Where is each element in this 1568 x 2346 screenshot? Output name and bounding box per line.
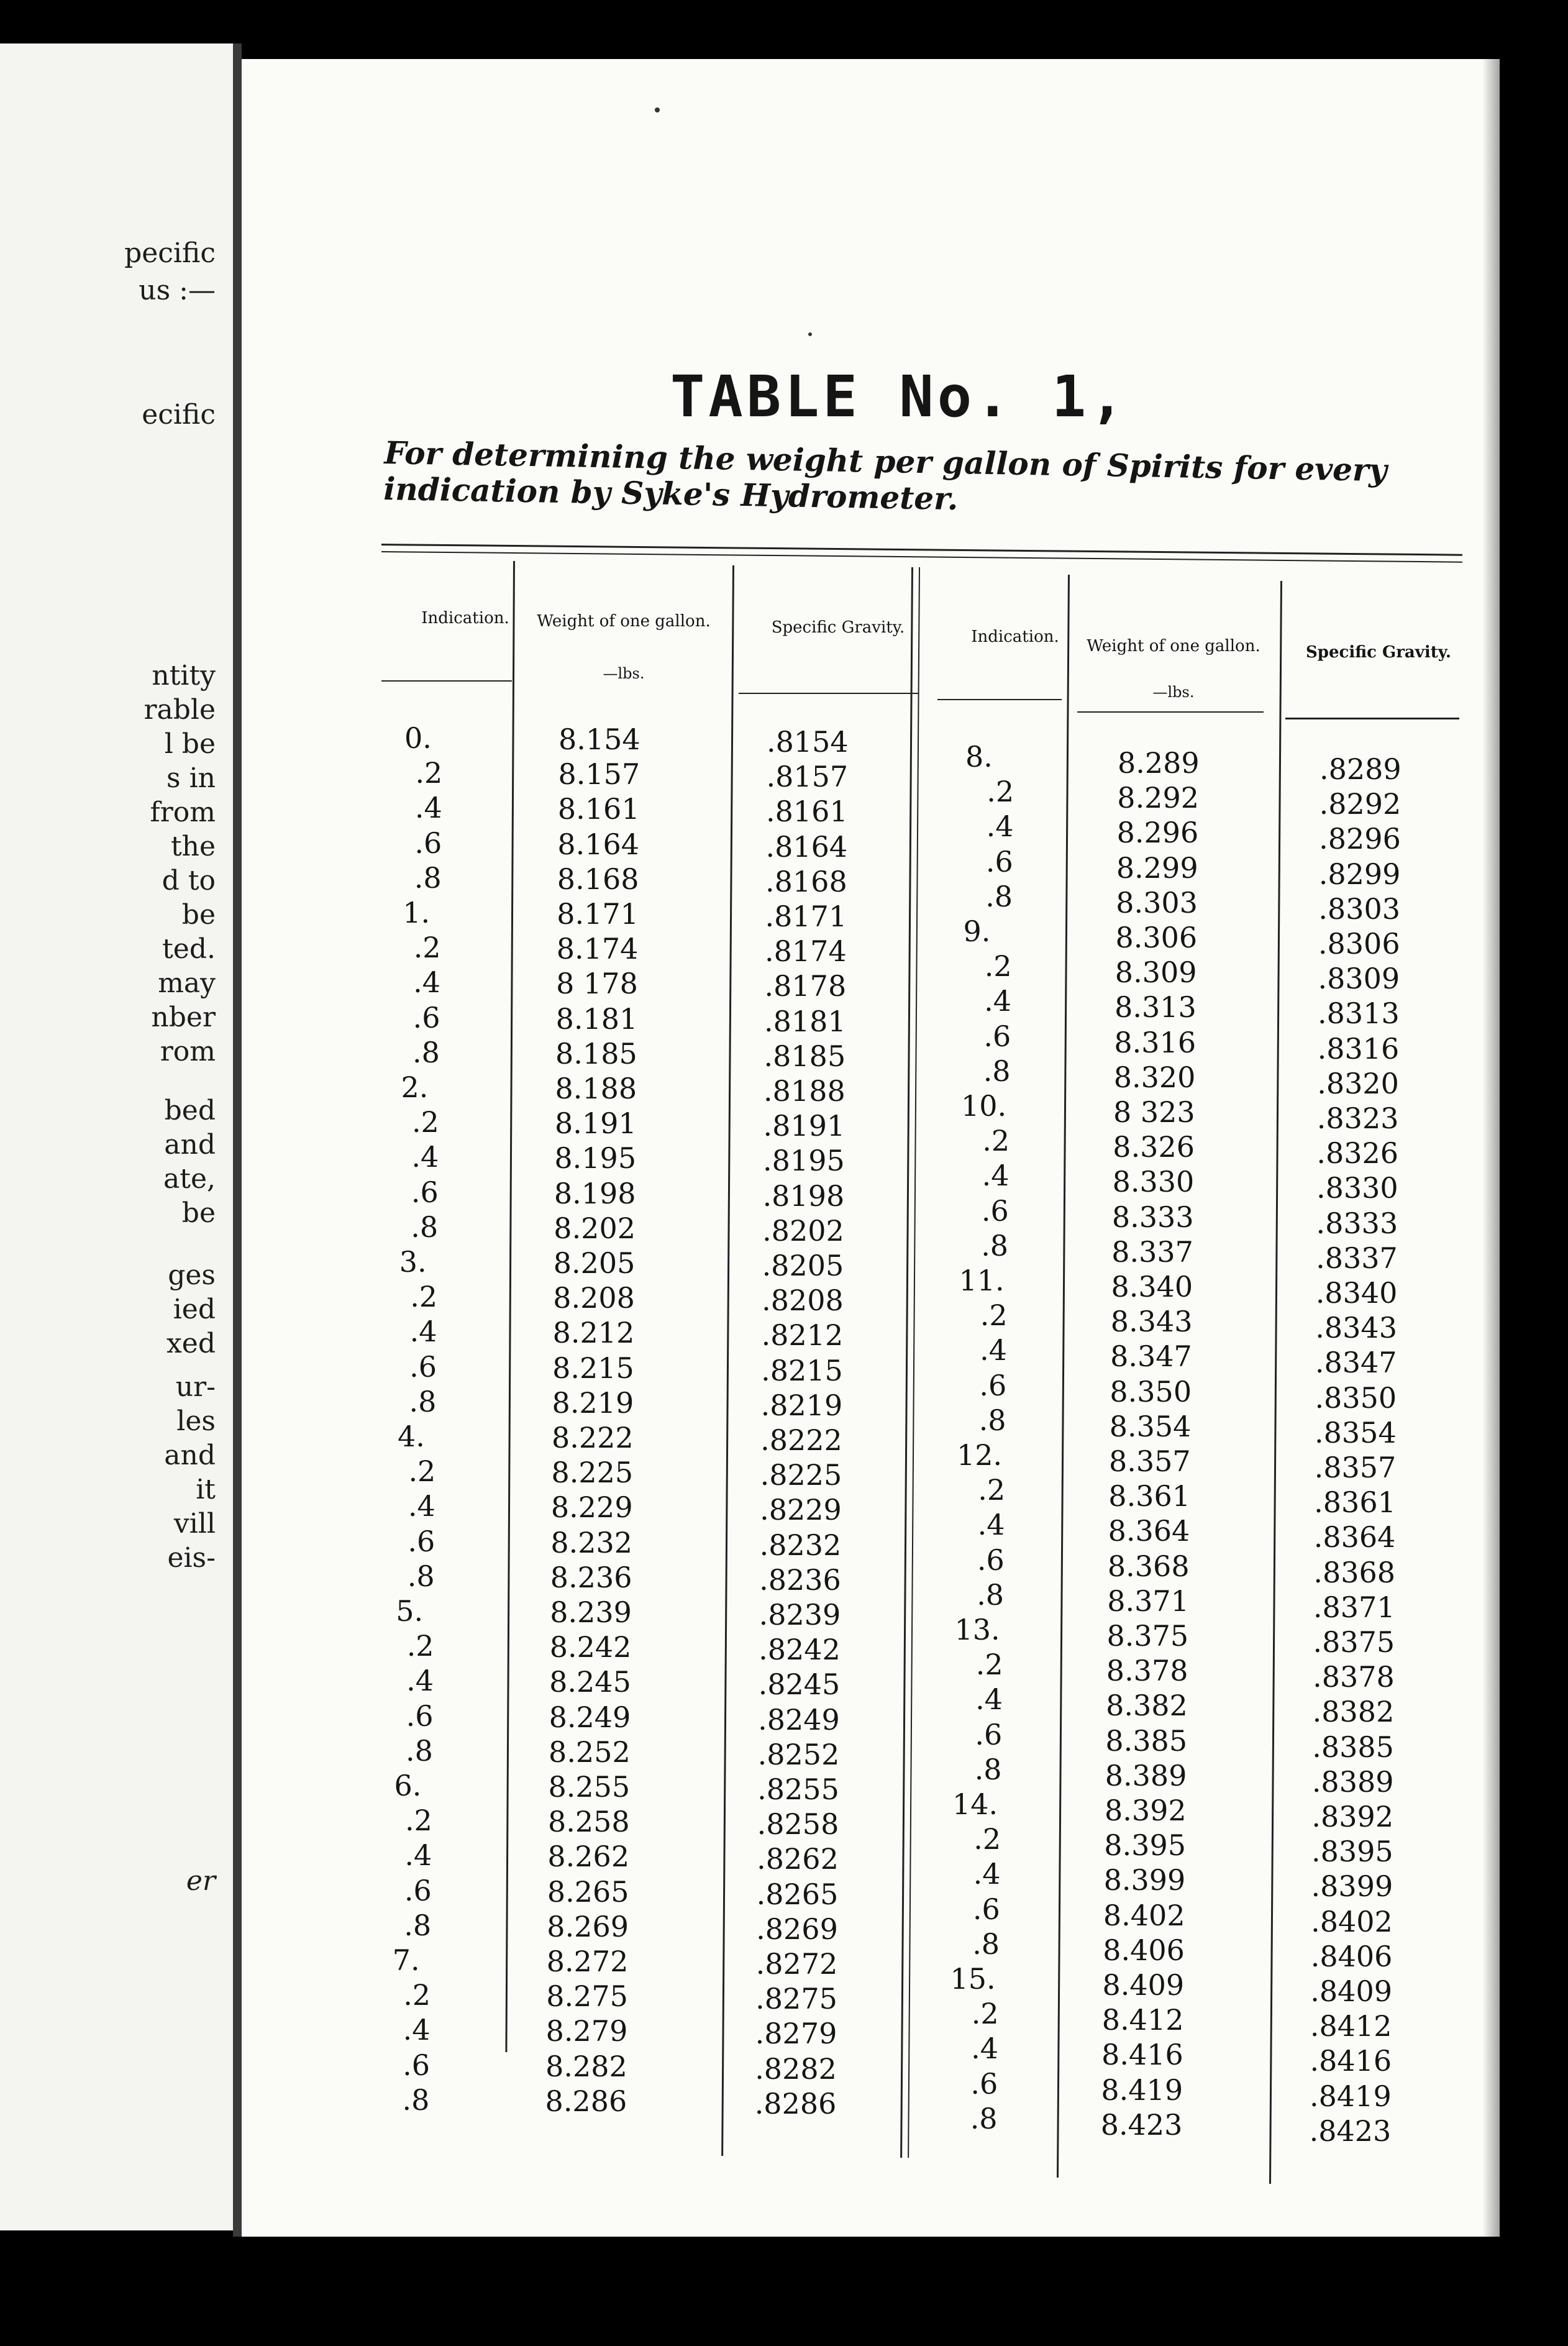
specific-gravity-cell: .8262 <box>757 1842 839 1876</box>
weight-cell-right: 8.337 <box>1111 1235 1193 1269</box>
weight-cell: 8.275 <box>546 1979 628 2014</box>
left-page-text-fragment: d to <box>162 865 216 897</box>
weight-cell: 8.225 <box>551 1456 634 1490</box>
indication-cell: .6 <box>414 826 442 860</box>
indication-cell-right: .4 <box>986 810 1014 844</box>
specific-gravity-cell-right: .8392 <box>1311 1800 1394 1833</box>
weight-cell: 8.198 <box>554 1176 636 1210</box>
header-specific-gravity-right: Specific Gravity. <box>1306 643 1451 662</box>
weight-cell: 8.282 <box>545 2049 627 2083</box>
left-page-text-fragment: vill <box>173 1508 216 1540</box>
weight-cell-right: 8.350 <box>1110 1374 1192 1408</box>
indication-cell-right: .4 <box>977 1508 1005 1542</box>
header-underline <box>739 693 919 694</box>
specific-gravity-cell-right: .8350 <box>1315 1381 1397 1415</box>
specific-gravity-cell-right: .8416 <box>1310 2044 1392 2078</box>
specific-gravity-cell-right: .8343 <box>1315 1311 1397 1345</box>
left-page-text-fragment: bed <box>164 1095 216 1126</box>
indication-cell: .2 <box>404 1804 432 1838</box>
weight-cell-right: 8.357 <box>1109 1445 1191 1478</box>
indication-cell-right: .6 <box>985 844 1013 879</box>
indication-cell: .8 <box>402 2083 430 2117</box>
weight-cell-right: 8.347 <box>1110 1340 1192 1374</box>
left-page-text-fragment: be <box>181 899 216 931</box>
specific-gravity-cell-right: .8357 <box>1314 1451 1397 1484</box>
indication-cell: .8 <box>409 1384 437 1418</box>
weight-cell-right: 8.382 <box>1106 1689 1188 1723</box>
weight-cell: 8.195 <box>554 1141 637 1175</box>
indication-cell: .8 <box>407 1559 435 1593</box>
specific-gravity-cell-right: .8385 <box>1312 1730 1394 1764</box>
indication-cell: .8 <box>404 1908 432 1942</box>
weight-cell: 8.279 <box>545 2014 628 2048</box>
left-page-text-fragment: ges <box>168 1259 216 1291</box>
specific-gravity-cell-right: .8375 <box>1313 1625 1395 1659</box>
specific-gravity-cell-right: .8419 <box>1310 2079 1392 2113</box>
specific-gravity-cell: .8174 <box>765 934 847 969</box>
weight-cell-right: 8.406 <box>1103 1933 1185 1967</box>
weight-cell-right: 8.330 <box>1112 1165 1195 1199</box>
weight-cell-right: 8.371 <box>1107 1584 1189 1618</box>
weight-cell: 8.232 <box>550 1525 633 1559</box>
indication-cell-right: 8. <box>965 740 993 774</box>
weight-cell-right: 8.296 <box>1116 816 1199 850</box>
indication-cell: .2 <box>408 1454 436 1489</box>
weight-cell: 8.229 <box>550 1490 633 1525</box>
weight-cell-right: 8.409 <box>1102 1968 1185 2002</box>
column-divider-double <box>900 567 913 2158</box>
left-page-text-fragment: ate, <box>163 1163 216 1195</box>
weight-cell: 8.262 <box>547 1840 630 1874</box>
left-page-text-fragment: us :— <box>139 275 216 306</box>
specific-gravity-cell: .8282 <box>755 2052 837 2086</box>
specific-gravity-cell-right: .8323 <box>1316 1102 1399 1135</box>
specific-gravity-cell: .8154 <box>767 725 849 759</box>
weight-cell: 8.171 <box>557 897 639 931</box>
weight-cell: 8.168 <box>557 862 639 896</box>
left-page-text-fragment: be <box>181 1197 216 1229</box>
indication-cell-right: .6 <box>981 1194 1009 1228</box>
indication-cell: 3. <box>399 1245 427 1279</box>
specific-gravity-cell: .8232 <box>759 1528 842 1562</box>
indication-cell-right: .8 <box>970 2101 998 2135</box>
weight-cell-right: 8.320 <box>1113 1060 1196 1094</box>
table-title: TABLE No. 1, <box>670 363 1128 430</box>
specific-gravity-cell: .8215 <box>761 1353 843 1387</box>
weight-cell-right: 8.416 <box>1101 2038 1183 2072</box>
weight-cell: 8.181 <box>555 1002 638 1036</box>
left-page-text-fragment: and <box>164 1129 216 1161</box>
weight-cell: 8.222 <box>552 1421 634 1454</box>
left-page-text-fragment: l be <box>164 728 216 760</box>
indication-cell: .8 <box>406 1733 433 1768</box>
indication-cell-right: .2 <box>975 1648 1003 1682</box>
weight-cell-right: 8.299 <box>1116 851 1198 885</box>
left-page-text-fragment: rable <box>144 694 216 726</box>
header-underline <box>937 699 1062 700</box>
weight-cell-right: 8.364 <box>1108 1514 1190 1548</box>
indication-cell-right: 14. <box>952 1787 998 1821</box>
specific-gravity-cell: .8265 <box>756 1877 839 1911</box>
indication-cell-right: 13. <box>954 1613 1000 1646</box>
indication-cell: .8 <box>414 860 442 895</box>
weight-cell-right: 8.392 <box>1105 1794 1187 1827</box>
weight-cell-right: 8.389 <box>1105 1758 1187 1792</box>
weight-cell-right: 8.423 <box>1100 2107 1183 2142</box>
specific-gravity-cell: .8236 <box>759 1563 841 1597</box>
specific-gravity-cell-right: .8364 <box>1313 1520 1396 1554</box>
specific-gravity-cell: .8168 <box>765 864 847 898</box>
specific-gravity-cell-right: .8399 <box>1311 1869 1393 1904</box>
column-divider <box>1057 575 1070 2178</box>
left-page <box>0 43 233 2230</box>
book-binding <box>233 43 242 2237</box>
header-weight: Weight of one gallon. <box>537 612 711 631</box>
specific-gravity-cell-right: .8320 <box>1317 1066 1399 1100</box>
specific-gravity-cell: .8191 <box>763 1109 846 1143</box>
specific-gravity-cell: .8195 <box>763 1144 845 1178</box>
specific-gravity-cell: .8198 <box>762 1179 845 1213</box>
indication-cell: 6. <box>394 1769 422 1802</box>
specific-gravity-cell-right: .8354 <box>1315 1415 1397 1449</box>
weight-cell: 8.161 <box>557 792 640 826</box>
weight-cell-right: 8.399 <box>1103 1863 1186 1897</box>
indication-cell-right: .4 <box>973 1857 1001 1891</box>
weight-cell-right: 8.361 <box>1108 1479 1190 1513</box>
specific-gravity-cell: .8275 <box>755 1982 837 2016</box>
left-page-text-fragment: from <box>150 796 216 828</box>
specific-gravity-cell: .8279 <box>755 2017 837 2051</box>
indication-cell: .4 <box>413 965 441 1000</box>
specific-gravity-cell-right: .8299 <box>1318 857 1401 891</box>
specific-gravity-cell: .8258 <box>757 1807 839 1842</box>
indication-cell: .6 <box>406 1699 434 1733</box>
weight-cell-right: 8.385 <box>1105 1723 1188 1758</box>
ink-speck <box>808 332 812 336</box>
indication-cell: .4 <box>406 1664 434 1698</box>
specific-gravity-cell: .8185 <box>763 1039 846 1073</box>
left-page-text-fragment: may <box>158 967 216 999</box>
header-specific-gravity: Specific Gravity. <box>771 618 905 637</box>
indication-cell: .6 <box>411 1175 439 1209</box>
specific-gravity-cell: .8164 <box>765 829 848 864</box>
header-rule-top <box>381 544 1462 556</box>
table-subtitle: For determining the weight per gallon of Spirits for every indication by Syke's Hydrometer. <box>383 434 1387 518</box>
indication-cell-right: .8 <box>977 1577 1005 1612</box>
specific-gravity-cell-right: .8316 <box>1317 1031 1400 1066</box>
header-weight-units-right: —lbs. <box>1152 683 1195 701</box>
indication-cell: 2. <box>401 1070 429 1104</box>
header-underline <box>1077 711 1264 713</box>
indication-cell-right: .2 <box>978 1473 1006 1507</box>
specific-gravity-cell-right: .8406 <box>1310 1939 1393 1973</box>
specific-gravity-cell-right: .8337 <box>1316 1241 1398 1275</box>
weight-cell: 8.255 <box>548 1770 631 1804</box>
specific-gravity-cell: .8157 <box>766 760 849 794</box>
weight-cell: 8.202 <box>554 1211 636 1245</box>
indication-cell: .2 <box>413 931 441 965</box>
specific-gravity-cell-right: .8371 <box>1313 1590 1395 1624</box>
specific-gravity-cell: .8208 <box>762 1284 844 1318</box>
specific-gravity-cell: .8222 <box>760 1423 842 1457</box>
indication-cell: 7. <box>392 1943 420 1977</box>
left-page-text-fragment: ntity <box>152 660 216 691</box>
weight-cell-right: 8.343 <box>1110 1305 1193 1339</box>
column-divider <box>721 565 734 2156</box>
specific-gravity-cell: .8239 <box>759 1598 841 1632</box>
weight-cell-right: 8.309 <box>1114 956 1197 990</box>
indication-cell-right: 12. <box>957 1438 1003 1472</box>
indication-cell-right: .2 <box>971 1997 999 2031</box>
specific-gravity-cell-right: .8409 <box>1310 1974 1392 2008</box>
specific-gravity-cell-right: .8330 <box>1316 1171 1398 1205</box>
indication-cell: .6 <box>404 1873 432 1907</box>
indication-cell-right: .2 <box>980 1299 1008 1333</box>
specific-gravity-cell-right: .8289 <box>1320 752 1402 786</box>
weight-cell-right: 8.395 <box>1104 1828 1186 1863</box>
weight-cell: 8.252 <box>549 1735 631 1769</box>
indication-cell: .6 <box>403 2048 430 2082</box>
left-page-text-fragment: ecific <box>142 399 216 431</box>
weight-cell-right: 8.292 <box>1117 781 1199 815</box>
weight-cell-right: 8.326 <box>1113 1130 1195 1164</box>
specific-gravity-cell: .8171 <box>765 900 847 933</box>
weight-cell: 8.208 <box>553 1281 635 1315</box>
weight-cell-right: 8.354 <box>1109 1409 1192 1443</box>
weight-cell: 8.249 <box>549 1700 631 1734</box>
indication-cell-right: .8 <box>983 1054 1011 1088</box>
weight-cell: 8.174 <box>556 932 639 966</box>
specific-gravity-cell-right: .8361 <box>1314 1486 1396 1520</box>
indication-cell: .4 <box>403 2013 431 2047</box>
header-underline <box>1285 718 1459 719</box>
specific-gravity-cell: .8161 <box>766 795 848 829</box>
left-page-text-fragment: pecific <box>124 237 216 269</box>
specific-gravity-cell: .8269 <box>756 1912 838 1946</box>
weight-cell-right: 8.316 <box>1114 1025 1197 1059</box>
indication-cell-right: 15. <box>950 1962 996 1996</box>
specific-gravity-cell-right: .8378 <box>1313 1660 1395 1694</box>
weight-cell-right: 8.313 <box>1114 990 1197 1025</box>
right-page <box>242 59 1500 2237</box>
specific-gravity-cell: .8205 <box>762 1249 844 1282</box>
left-page-text-fragment: rom <box>160 1036 216 1067</box>
weight-cell: 8.239 <box>550 1595 632 1629</box>
left-page-text-fragment: and <box>164 1440 216 1471</box>
specific-gravity-cell-right: .8303 <box>1318 892 1401 926</box>
left-page-text-fragment: the <box>170 831 216 862</box>
weight-cell-right: 8.375 <box>1106 1619 1189 1653</box>
indication-cell-right: .4 <box>984 984 1011 1018</box>
indication-cell-right: 9. <box>963 915 991 948</box>
weight-cell: 8.212 <box>552 1316 635 1350</box>
specific-gravity-cell-right: .8412 <box>1310 2009 1392 2043</box>
specific-gravity-cell-right: .8368 <box>1313 1555 1396 1589</box>
specific-gravity-cell: .8249 <box>758 1702 840 1737</box>
specific-gravity-cell-right: .8296 <box>1319 822 1401 856</box>
weight-cell-right: 8.419 <box>1101 2073 1183 2107</box>
ink-speck <box>655 107 660 112</box>
weight-cell: 8.205 <box>553 1246 636 1280</box>
weight-cell: 8.272 <box>546 1945 629 1978</box>
indication-cell: .4 <box>414 791 442 825</box>
specific-gravity-cell: .8225 <box>760 1458 842 1492</box>
indication-cell-right: .8 <box>981 1228 1009 1262</box>
left-page-text-fragment: eis- <box>167 1542 216 1574</box>
specific-gravity-cell-right: .8306 <box>1318 927 1400 961</box>
specific-gravity-cell: .8242 <box>759 1633 841 1667</box>
left-page-text-fragment: ur- <box>175 1371 216 1403</box>
indication-cell-right: .8 <box>972 1927 1000 1961</box>
weight-cell: 8.215 <box>552 1351 634 1385</box>
header-weight-units: —lbs. <box>603 665 645 682</box>
indication-cell-right: .8 <box>985 879 1013 913</box>
indication-cell: .2 <box>403 1978 431 2012</box>
indication-cell-right: .2 <box>982 1124 1010 1158</box>
specific-gravity-cell-right: .8389 <box>1311 1764 1394 1799</box>
indication-cell: .4 <box>408 1489 435 1523</box>
left-page-text-fragment: it <box>196 1474 216 1505</box>
specific-gravity-cell: .8286 <box>754 2086 837 2120</box>
indication-cell: .6 <box>408 1524 435 1558</box>
indication-cell: .2 <box>410 1280 438 1314</box>
left-page-text-fragment: ied <box>173 1294 216 1325</box>
indication-cell: 1. <box>403 896 431 929</box>
weight-cell: 8 178 <box>556 967 638 1001</box>
header-indication: Indication. <box>421 609 509 628</box>
weight-cell: 8.154 <box>558 723 640 756</box>
indication-cell-right: .6 <box>977 1543 1005 1577</box>
specific-gravity-cell: .8229 <box>760 1493 842 1527</box>
left-page-text-fragment: s in <box>166 762 216 794</box>
indication-cell: .4 <box>404 1838 432 1873</box>
specific-gravity-cell: .8181 <box>764 1004 846 1038</box>
weight-cell: 8.157 <box>558 757 640 792</box>
specific-gravity-cell: .8219 <box>760 1388 843 1422</box>
specific-gravity-cell-right: .8347 <box>1315 1346 1397 1380</box>
indication-cell-right: .4 <box>971 2032 998 2066</box>
indication-cell-right: .2 <box>973 1822 1001 1856</box>
weight-cell-right: 8.368 <box>1107 1549 1190 1583</box>
left-page-text-fragment: les <box>176 1405 216 1437</box>
weight-cell: 8.164 <box>557 827 640 861</box>
weight-cell: 8.188 <box>555 1072 637 1105</box>
specific-gravity-cell-right: .8402 <box>1311 1904 1393 1938</box>
specific-gravity-cell: .8245 <box>758 1668 841 1702</box>
indication-cell-right: .6 <box>970 2066 998 2101</box>
indication-cell: .4 <box>409 1315 437 1349</box>
weight-cell: 8.286 <box>545 2084 627 2118</box>
weight-cell-right: 8.333 <box>1111 1200 1194 1234</box>
weight-cell-right: 8.412 <box>1101 2003 1184 2037</box>
indication-cell-right: .6 <box>979 1368 1007 1402</box>
weight-cell-right: 8.402 <box>1103 1898 1185 1932</box>
indication-cell: .8 <box>413 1035 440 1069</box>
specific-gravity-cell-right: .8340 <box>1315 1276 1398 1310</box>
specific-gravity-cell: .8188 <box>763 1074 846 1108</box>
indication-cell: .2 <box>406 1629 434 1663</box>
left-page-text-fragment: nber <box>151 1002 216 1033</box>
weight-cell: 8.269 <box>547 1909 629 1943</box>
indication-cell-right: .6 <box>972 1892 1000 1926</box>
weight-cell-right: 8.303 <box>1116 885 1198 920</box>
weight-cell: 8.191 <box>554 1107 637 1141</box>
weight-cell: 8.236 <box>550 1560 632 1594</box>
header-underline <box>381 680 512 682</box>
indication-cell: .2 <box>415 756 443 790</box>
specific-gravity-cell-right: .8313 <box>1318 997 1400 1031</box>
weight-cell: 8.185 <box>555 1036 637 1070</box>
column-divider <box>1269 581 1282 2184</box>
indication-cell-right: .8 <box>974 1752 1002 1786</box>
indication-cell: .8 <box>411 1210 439 1244</box>
header-indication-right: Indication. <box>971 628 1059 646</box>
indication-cell-right: 11. <box>959 1264 1005 1297</box>
specific-gravity-cell-right: .8382 <box>1312 1695 1395 1729</box>
specific-gravity-cell-right: .8309 <box>1318 962 1400 996</box>
indication-cell-right: .6 <box>983 1019 1011 1053</box>
weight-cell: 8.245 <box>549 1665 631 1699</box>
indication-cell-right: .4 <box>982 1159 1010 1193</box>
left-page-text-fragment: ted. <box>162 933 216 965</box>
indication-cell-right: .2 <box>987 775 1014 809</box>
indication-cell: 4. <box>398 1420 425 1453</box>
weight-cell: 8.219 <box>552 1385 634 1420</box>
weight-cell-right: 8.340 <box>1111 1270 1193 1303</box>
specific-gravity-cell: .8252 <box>757 1737 840 1771</box>
indication-cell: .6 <box>413 1000 440 1034</box>
indication-cell: .2 <box>411 1105 439 1139</box>
indication-cell: .6 <box>409 1349 437 1384</box>
specific-gravity-cell-right: .8423 <box>1309 2114 1392 2148</box>
weight-cell-right: 8.306 <box>1115 921 1198 954</box>
weight-cell-right: 8.289 <box>1118 746 1200 780</box>
left-page-text-fragment: er <box>186 1865 216 1897</box>
specific-gravity-cell: .8212 <box>761 1318 844 1353</box>
specific-gravity-cell: .8272 <box>755 1947 838 1981</box>
indication-cell-right: .6 <box>975 1717 1003 1751</box>
specific-gravity-cell-right: .8326 <box>1316 1136 1399 1171</box>
indication-cell: 0. <box>404 721 432 755</box>
indication-cell-right: .4 <box>975 1682 1003 1717</box>
indication-cell-right: .4 <box>980 1333 1007 1367</box>
weight-cell: 8.242 <box>549 1630 632 1664</box>
weight-cell-right: 8.378 <box>1106 1654 1188 1688</box>
specific-gravity-cell: .8255 <box>757 1773 839 1806</box>
weight-cell: 8.258 <box>547 1805 630 1839</box>
indication-cell: 5. <box>396 1594 424 1628</box>
weight-cell-right: 8 323 <box>1113 1095 1195 1129</box>
specific-gravity-cell-right: .8292 <box>1319 787 1402 821</box>
specific-gravity-cell: .8178 <box>764 969 847 1003</box>
specific-gravity-cell-right: .8395 <box>1311 1835 1393 1869</box>
column-divider <box>505 561 515 2052</box>
indication-cell-right: .2 <box>984 949 1012 984</box>
left-page-text-fragment: xed <box>166 1328 216 1359</box>
specific-gravity-cell: .8202 <box>762 1213 844 1248</box>
indication-cell-right: .8 <box>978 1403 1006 1437</box>
indication-cell: .4 <box>411 1140 439 1174</box>
header-weight-right: Weight of one gallon. <box>1087 637 1260 655</box>
specific-gravity-cell-right: .8333 <box>1316 1206 1398 1240</box>
indication-cell-right: 10. <box>961 1089 1007 1123</box>
weight-cell: 8.265 <box>547 1874 629 1909</box>
